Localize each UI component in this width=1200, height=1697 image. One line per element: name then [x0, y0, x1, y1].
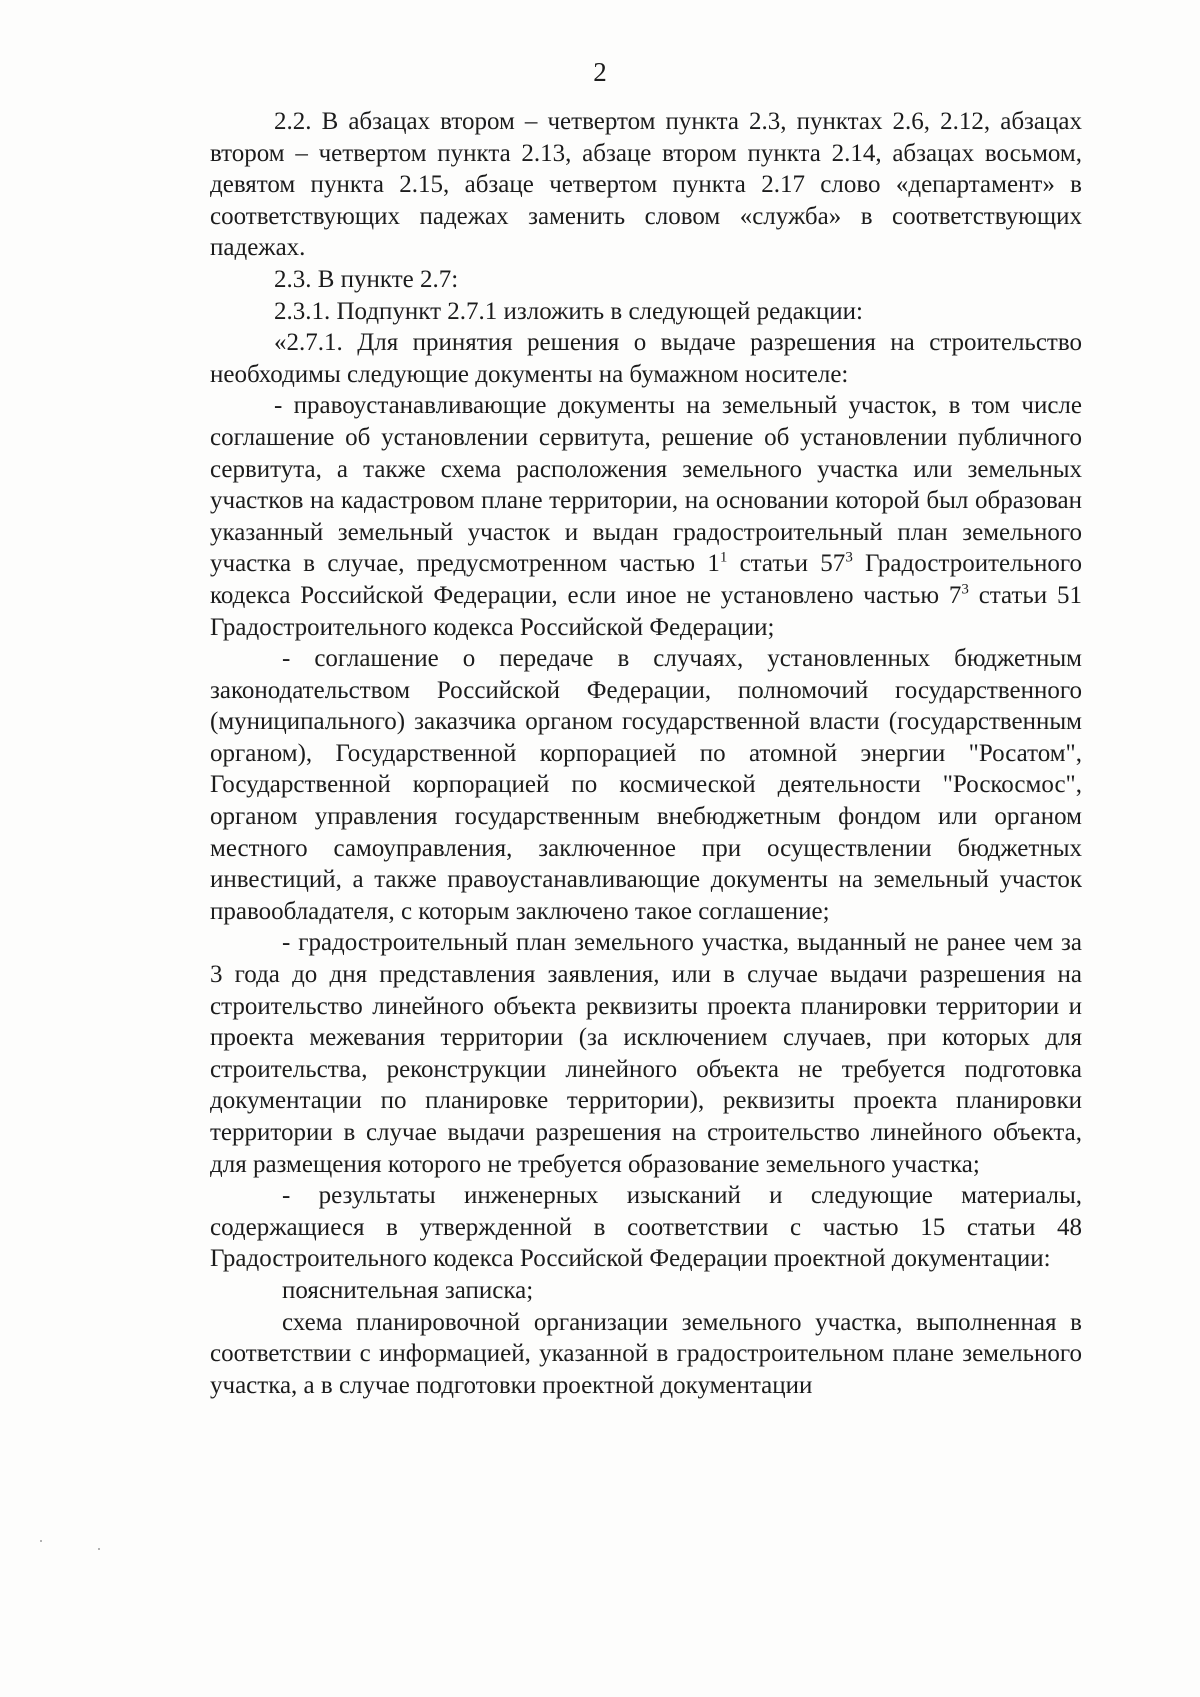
superscript-2: 3 [845, 549, 853, 566]
paragraph-site-plan-scheme: схема планировочной организации земельного участка, выполненная в соответствии с информацией, указанной в градостроительном плане земельного участка, а в случае подготовки проектной документации [210, 1308, 1082, 1399]
scan-speck [98, 1548, 100, 1550]
page-number: 2 [593, 57, 607, 87]
superscript-1: 1 [719, 549, 728, 566]
paragraph-land-title-text-4: статьи 51 Градостроительного кодекса Российской Федерации; [210, 581, 1082, 641]
paragraph-2-3-1: 2.3.1. Подпункт 2.7.1 изложить в следующей редакции: [274, 297, 863, 325]
paragraph-land-title-text-2: статьи 57 [727, 550, 846, 578]
paragraph-survey-results: - результаты инженерных изысканий и следующие материалы, содержащиеся в утвержденной в соответствии с частью 15 статьи 48 Градостроительного кодекса Российской Федерации проектной документации: [210, 1182, 1082, 1273]
paragraph-2-2: 2.2. В абзацах втором – четвертом пункта 2.3, пунктах 2.6, 2.12, абзацах втором – четвертом пункта 2.13, абзаце втором пункта 2.14, абзацах восьмом, девятом пункта 2.15, абзаце четвертом пункта 2.17 слово «департамент» в соответствующих падежах заменить словом «служба» в соответствующих падежах. [210, 108, 1082, 262]
scan-speck [40, 1540, 42, 1542]
paragraph-transfer-agreement: - соглашение о передаче в случаях, установленных бюджетным законодательством Российской Федерации, полномочий государственного (муниципального) заказчика органом государственной власти (государственным органом), Государственной корпорацией по атомной энергии "Росатом", Государственной корпорацией по космической деятельности "Роскосмос", органом управления государственным внебюджетным фондом или органом местного самоуправления, заключенное при осуществлении бюджетных инвестиций, а также правоустанавливающие документы на земельный участок правообладателя, с которым заключено такое соглашение; [210, 645, 1082, 925]
paragraph-explanatory-note: пояснительная записка; [282, 1276, 534, 1304]
paragraph-urban-plan: - градостроительный план земельного участка, выданный не ранее чем за 3 года до дня представления заявления, или в случае выдачи разрешения на строительство линейного объекта реквизиты проекта планировки территории и проекта межевания территории (за исключением случаев, при которых для строительства, реконструкции линейного объекта не требуется подготовка документации по планировке территории), реквизиты проекта планировки территории в случае выдачи разрешения на строительство линейного объекта, для размещения которого не требуется образование земельного участка; [210, 929, 1082, 1178]
paragraph-2-3: 2.3. В пункте 2.7: [274, 265, 459, 293]
paragraph-land-title-text-1: - правоустанавливающие документы на земельный участок, в том числе соглашение об установлении сервитута, решение об установлении публичного сервитута, а также схема расположения земельного участка или земельных участков на кадастровом плане территории, на основании которой был образован указанный земельный участок и выдан градостроительный план земельного участка в случае, предусмотренном частью 1 [210, 392, 1082, 578]
paragraph-land-title-documents [210, 390, 1082, 643]
paragraph-2-7-1-intro: «2.7.1. Для принятия решения о выдаче разрешения на строительство необходимы следующие документы на бумажном носителе: [210, 329, 1082, 388]
document-body [210, 106, 1082, 1401]
paragraph-land-title-text-3: Градостроительного кодекса Российской Федерации, если иное не установлено частью 7 [210, 550, 1082, 609]
superscript-3: 3 [961, 581, 969, 598]
